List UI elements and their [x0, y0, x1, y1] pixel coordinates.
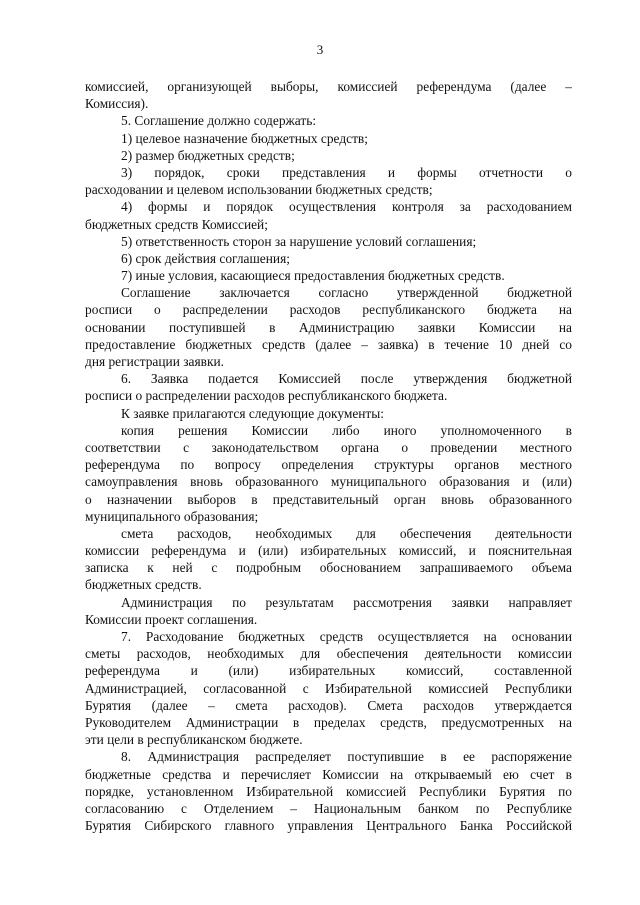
text-line: смета расходов, необходимых для обеспечения деятельности — [121, 525, 572, 541]
text-line: 3) порядок, сроки представления и формы отчетности о — [121, 164, 572, 180]
text-line: 6. Заявка подается Комиссией после утверждения бюджетной — [121, 371, 572, 387]
text-line: порядке, установленном Избирательной комиссией Республики Бурятия по — [85, 783, 572, 799]
text-line: бюджетных средств. — [85, 577, 202, 593]
text-line: 7) иные условия, касающиеся предоставления бюджетных средств. — [121, 268, 505, 284]
text-line: о назначении выборов в представительный орган вновь образованного — [85, 491, 572, 507]
text-line: 4) формы и порядок осуществления контроля за расходованием — [121, 199, 572, 215]
text-line: Администрацией, согласованной с Избирательной комиссией Республики — [85, 680, 572, 696]
text-line: бюджетные средства и перечисляет Комиссии на открываемый ею счет в — [85, 766, 572, 782]
text-line: референдума и (или) избирательных комиссий, составленной — [85, 663, 572, 679]
text-line: Комиссия). — [85, 96, 149, 112]
text-line: основании поступившей в Администрацию заявки Комиссии на — [85, 319, 572, 335]
text-line: референдума по вопросу определения структуры органов местного — [85, 457, 572, 473]
text-line: дня регистрации заявки. — [85, 354, 224, 369]
text-line: росписи о распределении расходов республиканского бюджета. — [85, 388, 448, 404]
text-line: расходовании и целевом использовании бюджетных средств; — [85, 182, 433, 198]
text-line: 6) срок действия соглашения; — [121, 250, 290, 266]
text-line: 7. Расходование бюджетных средств осуществляется на основании — [121, 629, 572, 644]
text-line: 1) целевое назначение бюджетных средств; — [121, 130, 368, 146]
text-line: росписи о распределении расходов республиканского бюджета на — [85, 302, 572, 318]
text-line: сметы расходов, необходимых для обеспечения деятельности комиссии — [85, 646, 572, 662]
text-line: бюджетных средств Комиссией; — [85, 216, 268, 232]
text-line: Руководителем Администрации в пределах средств, предусмотренных на — [85, 714, 572, 730]
text-line: записка к ней с подробным обоснованием запрашиваемого объема — [85, 560, 572, 576]
text-line: Соглашение заключается согласно утвержденной бюджетной — [121, 285, 572, 301]
text-line: Бурятия (далее – смета расходов). Смета расходов утверждается — [85, 697, 572, 713]
text-line: комиссии референдума и (или) избирательных комиссий, и пояснительная — [85, 543, 572, 559]
text-line: копия решения Комиссии либо иного уполномоченного в — [121, 422, 572, 438]
document-body — [85, 78, 572, 834]
text-line: комиссией, организующей выборы, комиссией референдума (далее – — [85, 79, 572, 94]
text-line: самоуправления вновь образованного муниципального образования и (или) — [85, 474, 572, 490]
text-line: соответствии с законодательством органа о проведении местного — [85, 439, 572, 455]
text-line: Комиссии проект соглашения. — [85, 611, 258, 627]
text-line: К заявке прилагаются следующие документы: — [121, 405, 385, 421]
text-line: Бурятия Сибирского главного управления Центрального Банка Российской — [85, 818, 572, 834]
text-line: муниципального образования; — [85, 508, 259, 524]
text-line: Администрация по результатам рассмотрения заявки направляет — [121, 594, 572, 610]
text-line: 8. Администрация распределяет поступившие в ее распоряжение — [121, 749, 572, 765]
text-line: 2) размер бюджетных средств; — [121, 147, 295, 163]
text-line: эти цели в республиканском бюджете. — [85, 732, 303, 748]
text-line: 5) ответственность сторон за нарушение условий соглашения; — [121, 233, 477, 249]
text-line: согласованию с Отделением – Национальным банком по Республике — [85, 800, 572, 816]
page-number: 3 — [316, 42, 324, 57]
text-line: 5. Соглашение должно содержать: — [121, 113, 317, 129]
text-line: предоставление бюджетных средств (далее – заявка) в течение 10 дней со — [85, 336, 572, 352]
